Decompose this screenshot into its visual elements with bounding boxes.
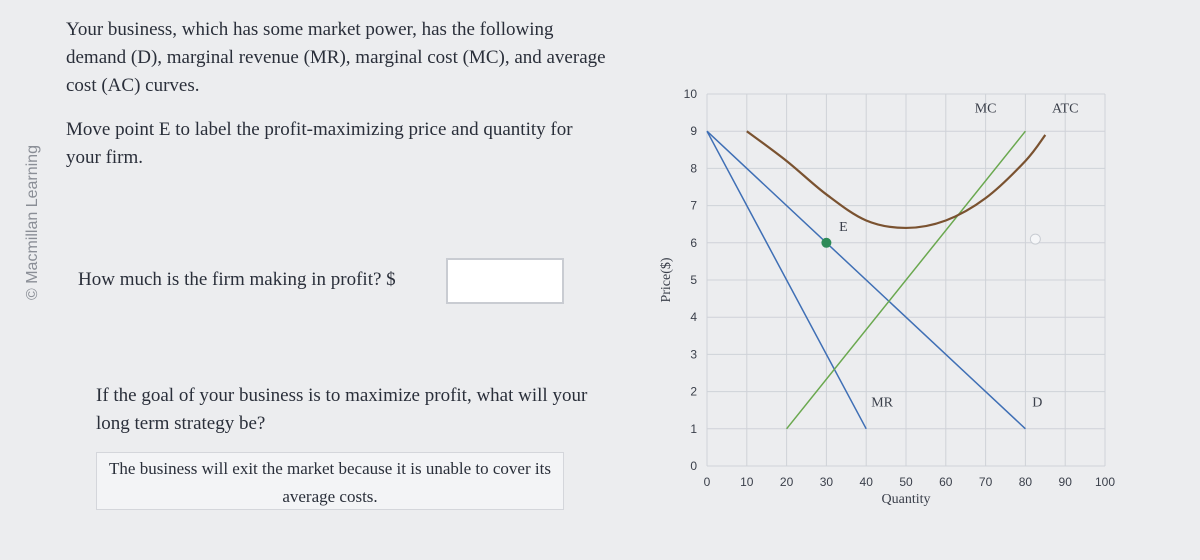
economics-chart (640, 70, 1140, 520)
y-tick-label: 2 (690, 384, 697, 399)
x-tick-label: 80 (1018, 475, 1033, 489)
intro-text: Your business, which has some market power, has the following demand (D), marginal revenue (MR), marginal cost (MC), and average cost (AC) curves. (66, 19, 606, 96)
x-tick-label: 10 (740, 475, 754, 489)
curve-label-mc: MC (974, 101, 997, 117)
y-tick-label: 5 (690, 273, 697, 287)
point-e[interactable] (821, 238, 831, 248)
x-tick-label: 50 (899, 475, 913, 489)
profit-question: How much is the firm making in profit? $ (78, 269, 396, 290)
chart-curves (707, 102, 1078, 429)
instruction-text: Move point E to label the profit-maximizing price and quantity for your firm. (66, 119, 573, 168)
strategy-question: If the goal of your business is to maximize profit, what will your long term strategy be? (96, 385, 588, 434)
y-tick-label: 10 (683, 87, 697, 101)
profit-answer-input[interactable] (446, 258, 564, 304)
x-tick-label: 60 (939, 475, 953, 489)
x-tick-label: 20 (779, 475, 794, 489)
curve-atc (747, 131, 1046, 228)
copyright-credit: © Macmillan Learning (24, 145, 41, 300)
y-tick-label: 9 (690, 124, 697, 139)
curve-label-mr: MR (871, 395, 894, 411)
y-axis-label: Price($) (659, 257, 674, 303)
x-tick-label: 100 (1094, 475, 1116, 489)
x-tick-label: 0 (703, 475, 711, 489)
x-axis-label: Quantity (881, 492, 931, 507)
x-tick-label: 40 (859, 475, 873, 489)
y-tick-label: 3 (690, 347, 697, 362)
point-e-target-marker (1030, 234, 1040, 244)
curve-label-atc: ATC (1051, 101, 1079, 117)
y-tick-label: 4 (690, 310, 697, 325)
y-tick-label: 8 (690, 161, 697, 176)
x-tick-label: 70 (978, 475, 993, 489)
y-tick-label: 7 (690, 198, 697, 213)
point-e-label: E (839, 219, 848, 235)
x-tick-label: 30 (819, 475, 834, 489)
y-tick-label: 0 (690, 459, 697, 473)
curve-label-d: D (1032, 395, 1043, 411)
y-tick-label: 6 (690, 235, 697, 250)
strategy-answer-choice[interactable]: The business will exit the market because it is unable to cover its average costs. (96, 452, 564, 510)
x-tick-label: 90 (1058, 475, 1072, 489)
y-tick-label: 1 (690, 421, 697, 436)
